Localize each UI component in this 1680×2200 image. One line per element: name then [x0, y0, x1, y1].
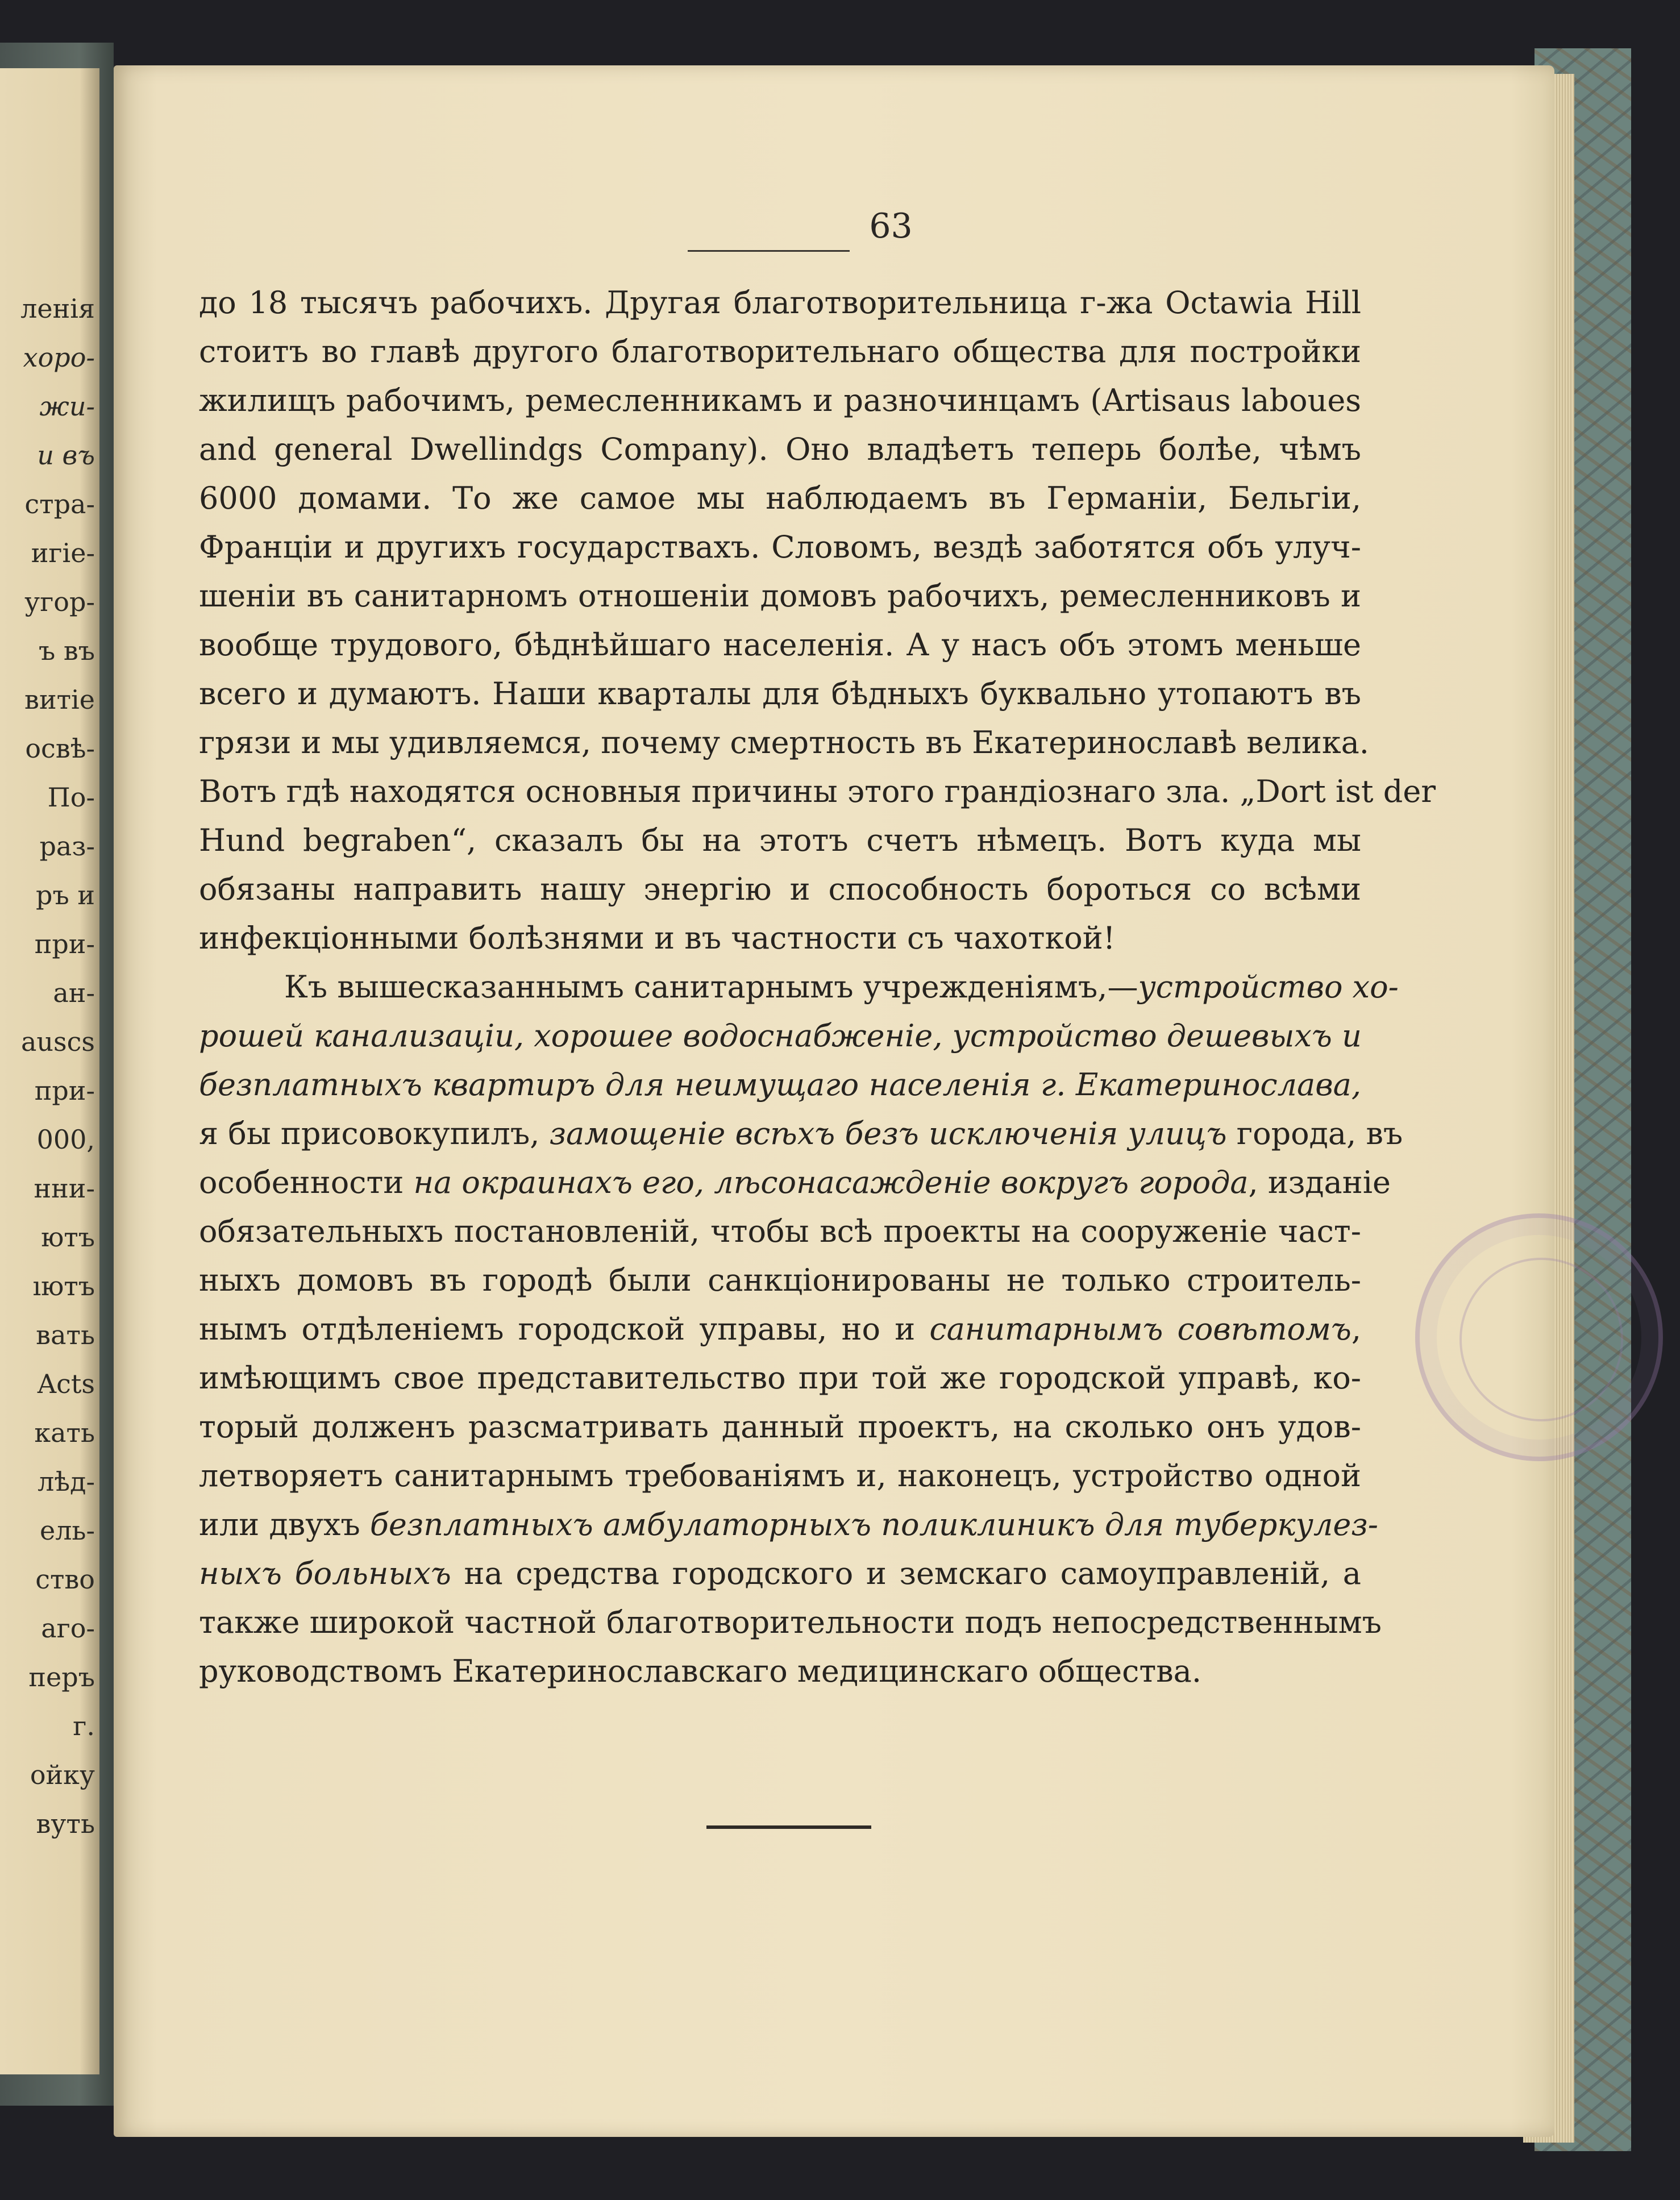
italic-text-segment: ныхъ больныхъ: [199, 1556, 451, 1591]
page-number: [114, 206, 1554, 246]
text-line: [199, 1061, 1361, 1109]
book-page: [114, 65, 1554, 2137]
text-line: [199, 376, 1361, 425]
italic-text-segment: санитарнымъ совѣтомъ: [929, 1311, 1352, 1347]
text-line: [199, 1207, 1361, 1256]
text-segment: Къ вышесказаннымъ санитарнымъ учрежденіямъ,—: [284, 969, 1138, 1005]
text-line: [199, 278, 1361, 327]
text-line: [199, 327, 1361, 376]
left-page-fragment: ель-: [39, 1515, 95, 1546]
text-line: [199, 425, 1361, 474]
text-segment: я бы присовокупилъ,: [199, 1116, 550, 1151]
text-line: [199, 1647, 1361, 1696]
left-page-fragment: ленія: [20, 293, 95, 324]
italic-text-segment: устройство хо-: [1138, 969, 1399, 1005]
text-segment: до 18 тысячъ рабочихъ. Другая благотворительница г-жа Octawia Hill: [199, 285, 1361, 321]
text-line: [199, 1109, 1403, 1158]
text-line: [199, 816, 1361, 865]
left-page-fragment: ство: [35, 1564, 95, 1595]
text-segment: инфекціонными болѣзнями и въ частности съ чахоткой!: [199, 920, 1116, 956]
text-line: [199, 1403, 1361, 1452]
text-segment: особенности: [199, 1165, 414, 1200]
left-page-fragment: Acts: [37, 1369, 95, 1399]
text-line: [199, 1256, 1361, 1305]
text-segment: обязаны направить нашу энергію и способность бороться со всѣми: [199, 871, 1361, 907]
text-segment: грязи и мы удивляемся, почему смертность въ Екатеринославѣ велика.: [199, 725, 1369, 760]
text-segment: вообще трудового, бѣднѣйшаго населенія. А у насъ объ этомъ меньше: [199, 627, 1361, 663]
text-line: [199, 1549, 1361, 1598]
left-page-fragment: раз-: [39, 831, 95, 862]
text-segment: обязательныхъ постановленій, чтобы всѣ проекты на сооруженіе част-: [199, 1213, 1361, 1249]
text-segment: and general Dwellindgs Company). Оно владѣетъ теперь болѣе, чѣмъ: [199, 431, 1361, 467]
left-page-fragment: хоро-: [23, 342, 95, 373]
text-line: [199, 718, 1369, 767]
text-line: [199, 1354, 1361, 1403]
text-segment: всего и думаютъ. Наши кварталы для бѣдныхъ буквально утопаютъ въ: [199, 676, 1361, 712]
left-page-fragment: стра-: [24, 489, 95, 519]
text-segment: жилищъ рабочимъ, ремесленникамъ и разночинцамъ (Artisaus laboues: [199, 382, 1361, 418]
text-line: [199, 767, 1436, 816]
text-line: [199, 1158, 1391, 1207]
text-segment: руководствомъ Екатеринославскаго медицинскаго общества.: [199, 1653, 1201, 1689]
left-page-fragment: 000,: [36, 1124, 95, 1155]
left-page-fragment: жи-: [39, 391, 95, 422]
left-page-fragment: По-: [47, 782, 95, 813]
text-line: [199, 572, 1361, 621]
left-page-fragment: ан-: [53, 978, 95, 1008]
library-stamp-inner: [1459, 1258, 1623, 1421]
left-page-fragment: ръ и: [36, 880, 95, 910]
text-segment: Франціи и другихъ государствахъ. Словомъ, вездѣ заботятся объ улуч-: [199, 529, 1361, 565]
left-page-fragment: ausсs: [20, 1026, 95, 1057]
left-page-fragment: кать: [34, 1417, 95, 1448]
left-page-fragment: игіе-: [31, 538, 95, 568]
footer-rule: [706, 1825, 871, 1829]
left-page-fragment: нни-: [34, 1173, 95, 1204]
left-page-fragment: угор-: [24, 587, 95, 617]
left-page-fragment: и въ: [37, 440, 95, 471]
text-line: [199, 914, 1361, 963]
page-number-text: 63: [869, 206, 913, 246]
text-segment: шеніи въ санитарномъ отношеніи домовъ рабочихъ, ремесленниковъ и: [199, 578, 1361, 614]
left-page-fragment: вать: [36, 1320, 95, 1350]
text-line: [199, 963, 1399, 1012]
text-segment: ,: [1351, 1311, 1361, 1347]
italic-text-segment: замощеніе всѣхъ безъ исключенія улицъ: [549, 1116, 1227, 1151]
text-segment: торый долженъ разсматривать данный проектъ, на сколько онъ удов-: [199, 1409, 1361, 1445]
left-page-fragment: витіе: [24, 684, 95, 715]
text-line: [199, 523, 1361, 572]
italic-text-segment: безплатныхъ квартиръ для неимущаго населенія г. Екатеринослава,: [199, 1067, 1361, 1103]
left-page-fragment: при-: [34, 929, 95, 959]
text-segment: ныхъ домовъ въ городѣ были санкціонированы не только строитель-: [199, 1262, 1361, 1298]
text-segment: также широкой частной благотворительности подъ непосредственнымъ: [199, 1604, 1382, 1640]
text-segment: , изданіе: [1248, 1165, 1391, 1200]
text-line: [199, 474, 1361, 523]
left-page-fragment: освѣ-: [25, 733, 95, 764]
text-line: [199, 865, 1361, 914]
text-segment: на средства городского и земскаго самоуправленій, а: [451, 1556, 1361, 1591]
text-segment: 6000 домами. То же самое мы наблюдаемъ въ Германіи, Бельгіи,: [199, 480, 1361, 516]
text-segment: Вотъ гдѣ находятся основныя причины этого грандіознаго зла. „Dort ist der: [199, 773, 1436, 809]
header-rule: [688, 250, 850, 252]
library-stamp: [1415, 1213, 1663, 1461]
text-line: [199, 1452, 1361, 1500]
left-page-fragment: ıютъ: [32, 1271, 95, 1301]
text-line: [199, 1305, 1361, 1354]
text-segment: летворяетъ санитарнымъ требованіямъ и, наконецъ, устройство одной: [199, 1458, 1361, 1494]
left-page-fragment: перъ: [28, 1662, 95, 1692]
text-segment: нымъ отдѣленіемъ городской управы, но и: [199, 1311, 930, 1347]
left-page-fragment: г.: [73, 1711, 95, 1741]
left-page-fragment: ойку: [30, 1760, 95, 1790]
left-page-fragment: ютъ: [41, 1222, 95, 1253]
left-page-fragment: аго-: [41, 1613, 95, 1644]
text-segment: или двухъ: [199, 1507, 370, 1542]
left-page-fragment: при-: [34, 1075, 95, 1106]
italic-text-segment: рошей канализаціи, хорошее водоснабженіе, устройство дешевыхъ и: [199, 1018, 1362, 1054]
text-line: [199, 1598, 1382, 1647]
italic-text-segment: безплатныхъ амбулаторныхъ поликлиникъ для туберкулез-: [369, 1507, 1378, 1542]
text-segment: имѣющимъ свое представительство при той же городской управѣ, ко-: [199, 1360, 1361, 1396]
left-page-fragment: лѣд-: [38, 1466, 95, 1497]
body-text: [199, 278, 1436, 1696]
text-line: [199, 669, 1361, 718]
left-page-fragment: ъ въ: [38, 635, 95, 666]
text-segment: стоитъ во главѣ другого благотворительнаго общества для постройки: [199, 334, 1361, 369]
italic-text-segment: на окраинахъ его, лѣсонасажденіе вокругъ города: [413, 1165, 1249, 1200]
text-line: [199, 1500, 1378, 1549]
left-page-edge: [0, 68, 99, 2074]
text-segment: города, въ: [1226, 1116, 1403, 1151]
text-line: [199, 1012, 1361, 1061]
text-segment: Hund begraben“, сказалъ бы на этотъ счетъ нѣмецъ. Вотъ куда мы: [199, 822, 1361, 858]
text-line: [199, 621, 1361, 669]
left-page-fragment: вуть: [36, 1808, 95, 1839]
